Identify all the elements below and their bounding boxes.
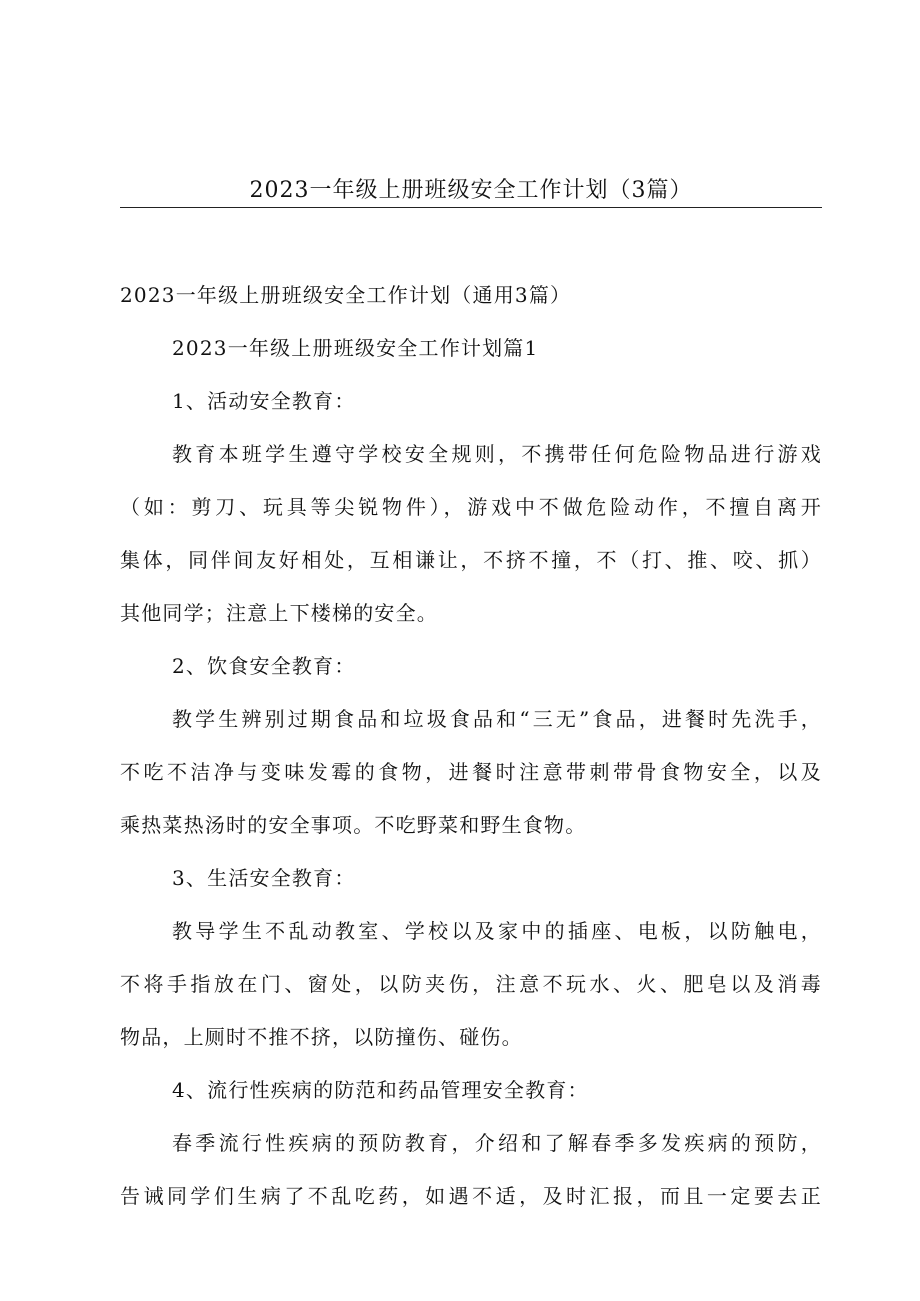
subtitle-line: 2023一年级上册班级安全工作计划（通用3篇）: [120, 283, 572, 307]
paragraph-line: 物品，上厕时不推不挤，以防撞伤、碰伤。: [120, 1025, 523, 1049]
paragraph-line: 春季流行性疾病的预防教育，介绍和了解春季多发疾病的预防，: [172, 1131, 822, 1155]
paragraph-line: 乘热菜热汤时的安全事项。不吃野菜和野生食物。: [120, 813, 587, 837]
paragraph-line: 告诫同学们生病了不乱吃药，如遇不适，及时汇报，而且一定要去正: [120, 1184, 822, 1208]
paragraph-line: 不吃不洁净与变味发霉的食物，进餐时注意带刺带骨食物安全，以及: [120, 760, 822, 784]
item-heading-diet: 2、饮食安全教育：: [172, 654, 356, 678]
paragraph-line: 教育本班学生遵守学校安全规则，不携带任何危险物品进行游戏: [172, 442, 822, 466]
section-heading: 2023一年级上册班级安全工作计划篇1: [172, 336, 539, 360]
item-heading-activity: 1、活动安全教育：: [172, 389, 356, 413]
paragraph-line: 集体，同伴间友好相处，互相谦让，不挤不撞，不（打、推、咬、抓）: [120, 548, 822, 572]
paragraph-line: （如：剪刀、玩具等尖锐物件），游戏中不做危险动作，不擅自离开: [120, 495, 822, 519]
item-heading-disease: 4、流行性疾病的防范和药品管理安全教育：: [172, 1078, 589, 1102]
paragraph-line: 教学生辨别过期食品和垃圾食品和“三无”食品，进餐时先洗手，: [172, 707, 822, 731]
paragraph-line: 教导学生不乱动教室、学校以及家中的插座、电板，以防触电，: [172, 919, 822, 943]
item-heading-life: 3、生活安全教育：: [172, 866, 356, 890]
title-underline: [120, 207, 822, 208]
document-body: [120, 279, 822, 1233]
paragraph-line: 其他同学；注意上下楼梯的安全。: [120, 601, 438, 625]
paragraph-line: 不将手指放在门、窗处，以防夹伤，注意不玩水、火、肥皂以及消毒: [120, 972, 822, 996]
document-title: 2023一年级上册班级安全工作计划（3篇）: [249, 178, 693, 203]
